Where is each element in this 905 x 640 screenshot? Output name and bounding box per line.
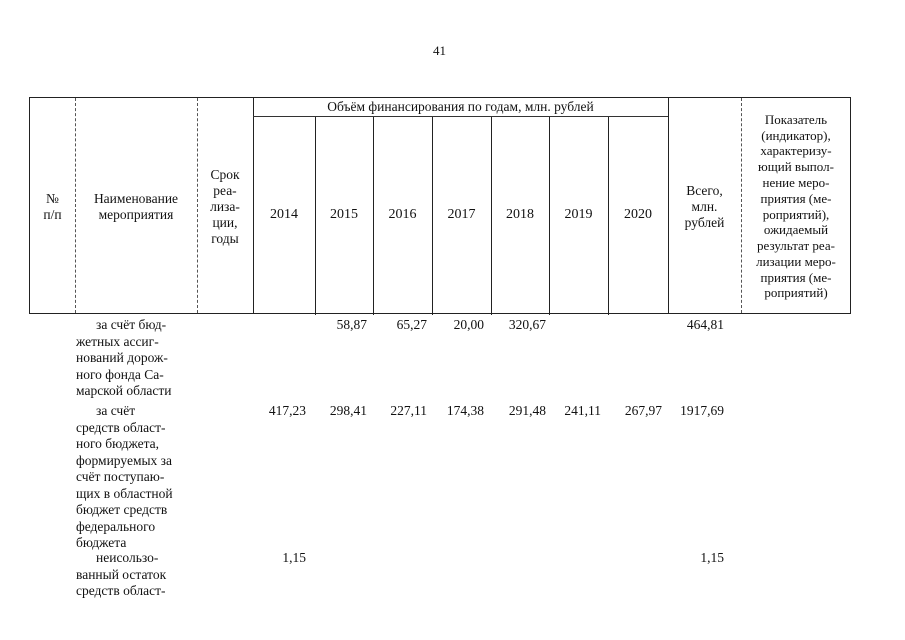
table-cell: 320,67 [508,317,546,332]
header-term: Срок реа- лиза- ции, годы [210,166,240,246]
table-cell: 174,38 [446,403,484,418]
table-cell: 1,15 [282,550,306,565]
header-num: № п/п [43,190,62,222]
table-cell: 298,41 [329,403,367,418]
table-cell: 227,11 [390,403,427,418]
table-cell: 20,00 [453,317,484,332]
header-funding: Объём финансирования по годам, млн. рублей [327,99,594,114]
row-label-unused-balance: неисользо- ванный остаток средств област- [76,550,167,598]
table-cell: 291,48 [508,403,546,418]
header-indicator: Показатель (индикатор), характеризу- ющий выпол- нение меро- приятия (ме- роприятий), ожидаемый результат реа- лизации меро- приятия (ме- роприятий) [756,111,836,301]
table-cell: 417,23 [268,403,306,418]
table-cell: 65,27 [396,317,427,332]
row-label-road-fund: за счёт бюд- жетных ассиг- нований дорож- ного фонда Са- марской области [76,317,172,398]
header-year-2016: 2016 [388,207,417,222]
header-year-2019: 2019 [564,207,593,222]
table-cell-total: 464,81 [686,317,724,332]
table-cell-total: 1917,69 [680,403,724,418]
row-label-regional-budget: за счёт средств област- ного бюджета, формируемых за счёт поступаю- щих в областной бюджет средств федерального бюджета [76,403,173,550]
header-year-2014: 2014 [270,207,298,222]
header-year-2018: 2018 [506,207,534,222]
funding-table-header [29,97,851,314]
table-cell: 241,11 [564,403,601,418]
page-number: 41 [433,43,446,58]
header-total: Всего, млн. рублей [684,182,725,230]
table-cell: 58,87 [336,317,367,332]
table-cell-total: 1,15 [700,550,724,565]
header-year-2020: 2020 [624,207,652,222]
header-year-2017: 2017 [447,207,476,222]
table-cell: 267,97 [624,403,662,418]
header-year-2015: 2015 [330,207,358,222]
header-name: Наименование мероприятия [93,190,179,222]
